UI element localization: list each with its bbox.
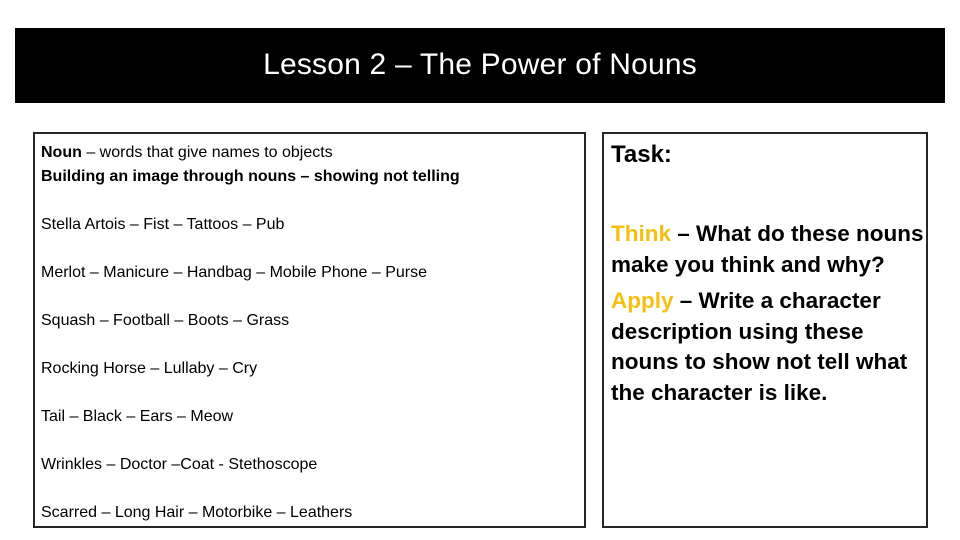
word-group-4: Rocking Horse – Lullaby – Cry <box>41 360 258 377</box>
task-heading: Task: <box>611 141 672 168</box>
apply-keyword: Apply <box>611 288 674 313</box>
noun-term: Noun <box>41 144 82 161</box>
apply-task <box>611 286 926 408</box>
task-panel <box>602 132 928 528</box>
noun-word-list <box>41 213 584 540</box>
word-group-7: Scarred – Long Hair – Motorbike – Leathers <box>41 504 353 521</box>
noun-definition-line <box>41 141 584 165</box>
slide-title: Lesson 2 – The Power of Nouns <box>263 47 697 81</box>
word-group-5: Tail – Black – Ears – Meow <box>41 408 234 425</box>
noun-definition-panel <box>33 132 586 528</box>
apply-text: – Write a character description using these nouns to show not tell what the character is like. <box>611 288 908 405</box>
word-group-1: Stella Artois – Fist – Tattoos – Pub <box>41 216 285 233</box>
think-task <box>611 219 926 280</box>
think-text: – What do these nouns make you think and why? <box>611 221 924 277</box>
word-group-2: Merlot – Manicure – Handbag – Mobile Phone – Purse <box>41 264 427 281</box>
definition-subtitle: Building an image through nouns – showing not telling <box>41 168 460 185</box>
noun-definition-text: – words that give names to objects <box>81 144 333 161</box>
word-group-3: Squash – Football – Boots – Grass <box>41 312 290 329</box>
title-bar <box>15 28 945 103</box>
word-group-6: Wrinkles – Doctor –Coat - Stethoscope <box>41 456 318 473</box>
think-keyword: Think <box>611 221 671 246</box>
